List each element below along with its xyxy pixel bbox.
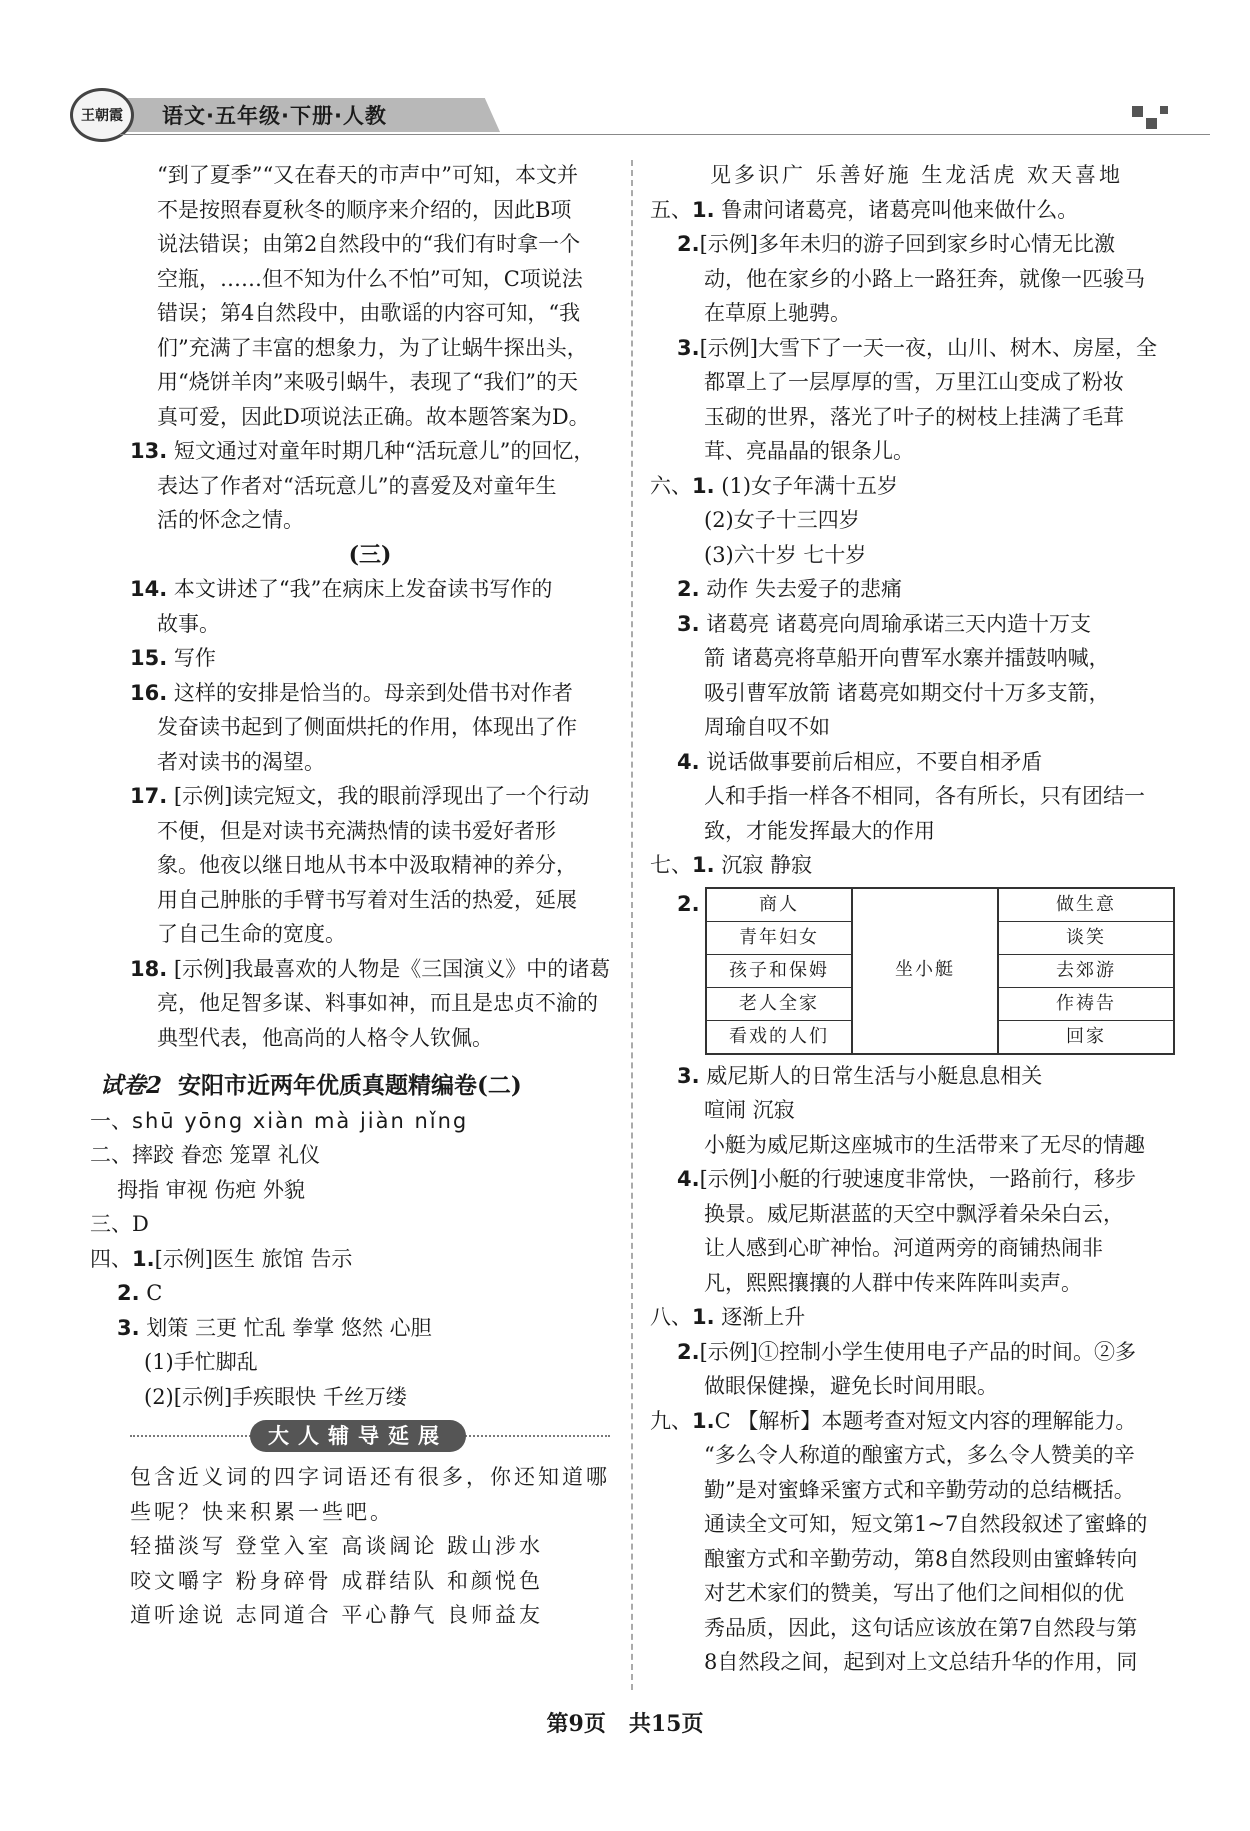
table-cell: 做生意 [999,889,1173,922]
table-middle-cell: 坐小艇 [853,889,999,1053]
answer-q14: 14. 本文讲述了“我”在病床上发奋读书写作的 故事。 [130,577,553,636]
table-cell: 去郊游 [999,955,1173,988]
table-cell: 青年妇女 [707,922,851,955]
section-8: 八、1. 逐渐上升 2.[示例]①控制小学生使用电子产品的时间。②多 做眼保健操，避免长时间用眼。 [650,1305,1136,1398]
section-1: 一、shū yōng xiàn mà jiàn nǐng [90,1108,469,1133]
matching-table [705,887,1175,1055]
section-6: 六、1. (1)女子年满十五岁 (2)女子十三四岁 (3)六十岁 七十岁 2. 动作 失去爱子的悲痛 3. 诸葛亮 诸葛亮向周瑜承诺三天内造十万支 箭 诸葛亮将草船开向曹军水寨并擂鼓呐喊， 吸引曹军放箭 诸葛亮如期交付十万多支箭， 周瑜自叹不如 4. 说话做事要前后相应，不要自相矛盾 人和手指一样各不相同，各有所长，只有团结一 致，才能发挥最大的作用 [650,473,1145,843]
extension-banner [130,1420,610,1452]
paper-title: 试卷2 安阳市近两年优质真题精编卷(二) [100,1072,522,1099]
right-column [650,158,1180,1680]
section-4: 四、1.[示例]医生 旅馆 告示 [90,1246,353,1271]
section-3: 三、D [90,1212,149,1236]
q7-2: 2. 商人 青年妇女 孩子和保姆 老人全家 看戏的人们 坐小艇 做生意 谈笑 去郊游 作祷告 回家 [650,887,1180,1055]
paper2-answers: 一、shū yōng xiàn mà jiàn nǐng 二、摔跤 眷恋 笼罩 礼仪 拇指 审视 伤疤 外貌 三、D 四、1.[示例]医生 旅馆 告示 2. C 3. 划策 三更 忙乱 拳掌 悠然 心胆 (1)手忙脚乱 (2)[示例]手疾眼快 千丝万缕 [90,1104,610,1415]
page-number: 第9页 [546,1711,606,1737]
section-heading: (三) [348,541,392,568]
extension-content: 包含近义词的四字词语还有很多，你还知道哪 些呢？快来积累一些吧。 轻描淡写 登堂入室 高谈阔论 跋山涉水 咬文嚼字 粉身碎骨 成群结队 和颜悦色 道听途说 志同道合 平心静气 良师益友 [130,1465,610,1627]
section-9: 九、1.C 【解析】本题考查对短文内容的理解能力。 “多么令人称道的酿蜜方式，多么令人赞美的辛 勤”是对蜜蜂采蜜方式和辛勤劳动的总结概括。 通读全文可知，短文第1~7自然段叙述了蜜蜂的 酿蜜方式和辛勤劳动，第8自然段则由蜜蜂转向 对艺术家们的赞美，写出了他们之间相似的优 秀品质，因此，这句话应该放在第7自然段与第 8自然段之间，起到对上文总结升华的作用，同 [650,1408,1148,1674]
table-cell: 看戏的人们 [729,1025,829,1047]
answer-q18: 18. [示例]我最喜欢的人物是《三国演义》中的诸葛 亮，他足智多谋、料事如神，而且是忠贞不渝的 典型代表，他高尚的人格令人钦佩。 [130,956,611,1050]
table-cell: 作祷告 [999,988,1173,1021]
page-total: 共15页 [628,1711,704,1737]
answer-q17: 17. [示例]读完短文，我的眼前浮现出了一个行动 不便，但是对读书充满热情的读书爱好者形 象。他夜以继日地从书本中汲取精神的养分， 用自己肿胀的手臂书写着对生活的热爱，延展 了自己生命的宽度。 [130,784,590,946]
left-column [90,158,611,1633]
corner-square-icon [1132,106,1143,117]
header-title: 语文·五年级·下册·人教 [162,104,387,128]
section-2: 二、摔跤 眷恋 笼罩 礼仪 [90,1143,321,1167]
corner-square-icon [1160,106,1168,114]
answer-q16: 16. 这样的安排是恰当的。母亲到处借书对作者 发奋读书起到了侧面烘托的作用，体现出了作 者对读书的渴望。 [130,680,577,774]
logo-icon: 王朝霞 [70,88,134,142]
table-cell: 谈笑 [999,922,1173,955]
section-5: 五、1. 鲁肃问诸葛亮，诸葛亮叫他来做什么。 2.[示例]多年未归的游子回到家乡时心情无比激 动，他在家乡的小路上一路狂奔，就像一匹骏马 在草原上驰骋。 3.[示例]大雪下了一天一夜，山川、树木、房屋，全 都罩上了一层厚厚的雪，万里江山变成了粉妆 玉砌的世界，落光了叶子的树枝上挂满了毛茸 茸、亮晶晶的银条儿。 [650,197,1157,463]
page-footer [0,1707,1250,1738]
header [70,88,1180,130]
table-right-column [999,889,1173,1053]
extension-title: 大人辅导延展 [250,1420,466,1452]
table-cell: 商人 [707,889,851,922]
column-divider [631,160,633,1690]
answer-q15: 15. 写作 [130,646,216,670]
table-cell: 孩子和保姆 [707,955,851,988]
table-left-column [707,889,853,1053]
answer-q13: 13. 短文通过对童年时期几种“活玩意儿”的回忆， 表达了作者对“活玩意儿”的喜爱及对童年生 活的怀念之情。 [130,439,595,532]
table-cell: 老人全家 [707,988,851,1021]
idiom-row: 见多识广 乐善好施 生龙活虎 欢天喜地 [710,163,1124,187]
header-rule [120,134,1210,135]
table-cell: 回家 [1066,1025,1106,1047]
q12-continuation: “到了夏季”“又在春天的市声中”可知，本文并 不是按照春夏秋冬的顺序来介绍的，因此B项 说法错误；由第2自然段中的“我们有时拿一个 空瓶，……但不知为什么不怕”可知，C项说法 错误；第4自然段中，由歌谣的内容可知，“我 们”充满了丰富的想象力，为了让蜗牛探出头， 用“烧饼羊肉”来吸引蜗牛，表现了“我们”的天 真可爱，因此D项说法正确。故本题答案为D。 [157,163,590,429]
corner-square-icon [1146,118,1157,129]
section-7: 七、1. 沉寂 静寂 2. 商人 青年妇女 孩子和保姆 老人全家 看戏的人们 坐小艇 做生意 谈笑 去郊游 作祷告 回家 3. 威尼斯人的日常生活与小艇息息相关 喧闹 沉寂 小艇为威尼斯这座城市的生活带来了无尽的情趣 4.[示例]小艇的行驶速度非常快，一路前行，移步 换景。威尼斯湛蓝的天空中飘浮着朵朵白云， 让人感到心旷神怡。河道两旁的商铺热闹非 凡，熙熙攘攘的人群中传来阵阵叫卖声。 [650,848,1180,1300]
